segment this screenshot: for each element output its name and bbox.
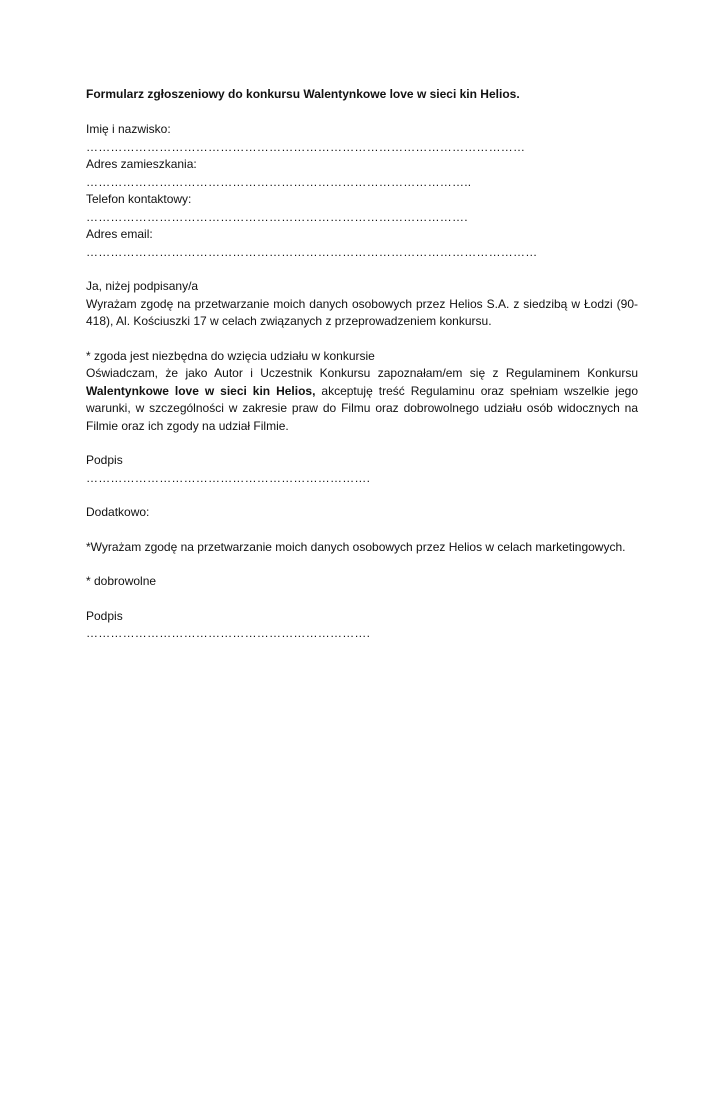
consent-marketing: *Wyrażam zgodę na przetwarzanie moich danych osobowych przez Helios w celach marketingowych. bbox=[86, 539, 626, 554]
statement-paragraph bbox=[86, 365, 638, 435]
field-line-phone[interactable]: …………………………………………………………………………………. bbox=[86, 209, 468, 224]
additional-label: Dodatkowo: bbox=[86, 505, 150, 519]
field-line-email[interactable]: ………………………………………………………………………………………………… bbox=[86, 244, 538, 259]
field-line-address[interactable]: ………………………………………………………………………………….. bbox=[86, 174, 472, 189]
field-label-name: Imię i nazwisko: bbox=[86, 122, 171, 136]
field-label-email: Adres email: bbox=[86, 227, 153, 241]
field-label-phone: Telefon kontaktowy: bbox=[86, 192, 192, 206]
signature-line-1[interactable]: ……………………………………………………………. bbox=[86, 470, 371, 485]
statement-text-end: akceptuję treść Regulaminu oraz spełniam wszelkie jego warunki, w szczególności w zakresie praw do Filmu oraz dobrowolnego udziału osób widocznych na Filmie oraz ich zgody na udział Filmie. bbox=[86, 383, 638, 433]
consent-main-paragraph: Wyrażam zgodę na przetwarzanie moich danych osobowych przez Helios S.A. z siedzibą w Łodzi (90-418), Al. Kościuszki 17 w celach związanych z przeprowadzeniem konkursu. bbox=[86, 296, 638, 328]
field-label-address: Adres zamieszkania: bbox=[86, 157, 197, 171]
signature-line-2[interactable]: ……………………………………………………………. bbox=[86, 626, 371, 640]
document-page bbox=[0, 86, 724, 1110]
consent-required-note: * zgoda jest niezbędna do wzięcia udziału w konkursie bbox=[86, 348, 375, 363]
statement-contest-name: Walentynkowe love w sieci kin Helios, bbox=[86, 383, 316, 398]
signature-label-1: Podpis bbox=[86, 453, 123, 467]
form-title: Formularz zgłoszeniowy do konkursu Walentynkowe love w sieci kin Helios. bbox=[86, 87, 520, 101]
voluntary-note: * dobrowolne bbox=[86, 574, 157, 588]
statement-text-start: Oświadczam, że jako Autor i Uczestnik Konkursu zapoznałam/em się z Regulaminem Konkursu bbox=[86, 366, 638, 380]
signature-label-2: Podpis bbox=[86, 608, 123, 623]
field-line-name[interactable]: ……………………………………………………………………………………………… bbox=[86, 139, 526, 154]
declarant-line: Ja, niżej podpisany/a bbox=[86, 279, 199, 293]
